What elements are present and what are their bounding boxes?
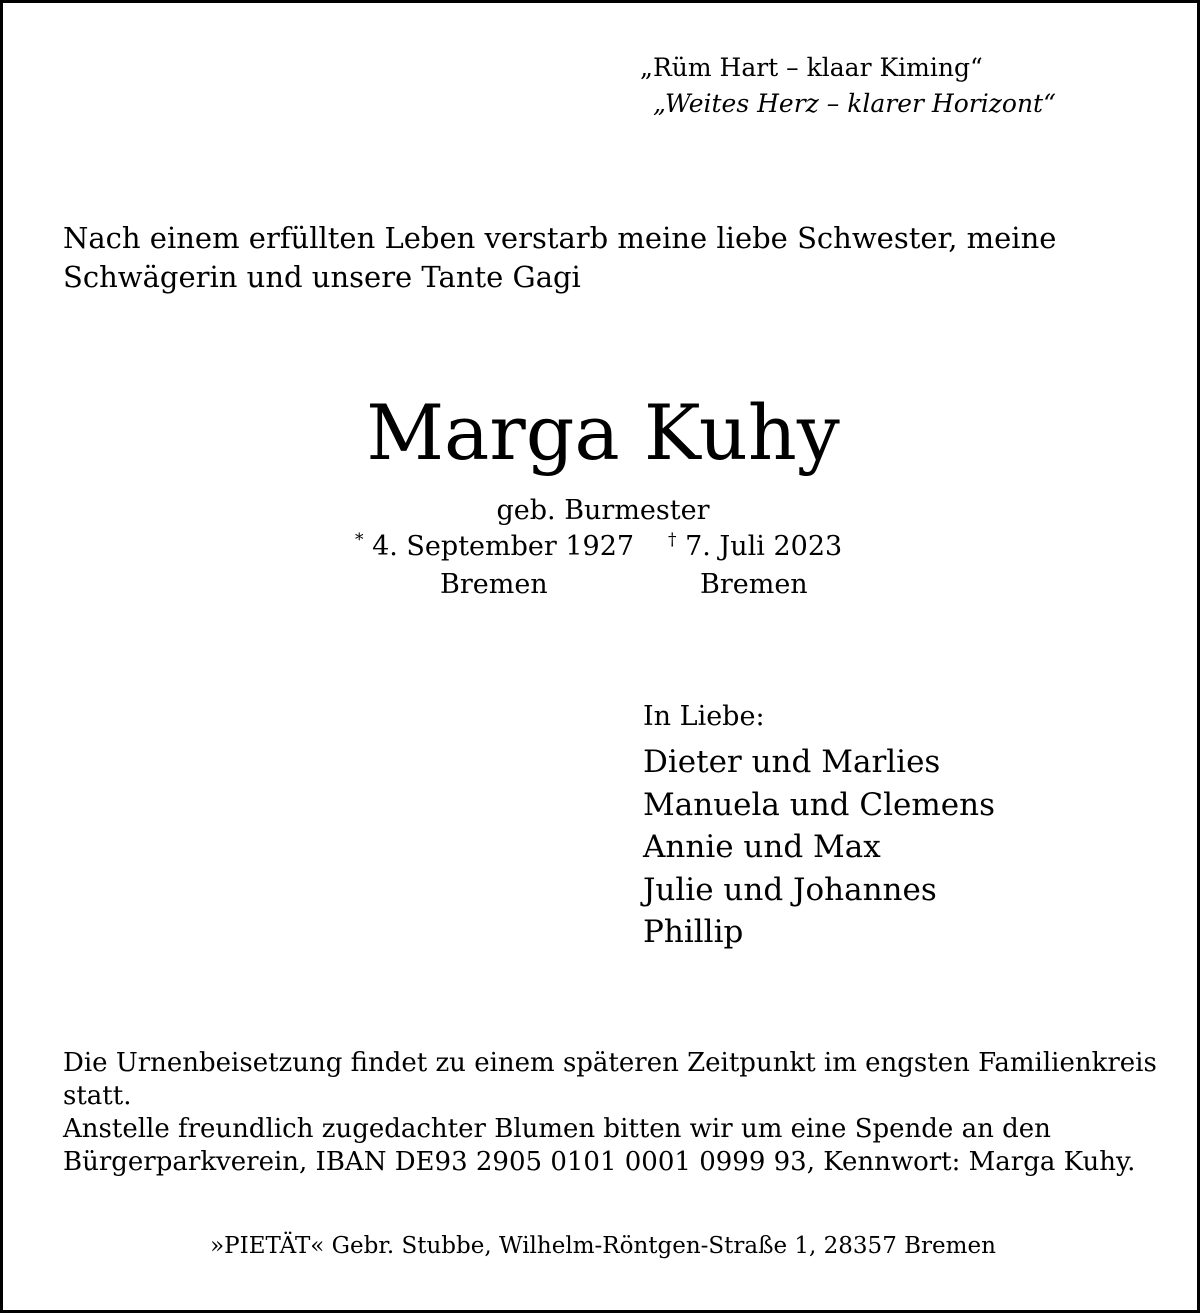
notice-text: [63, 1047, 1158, 1179]
mourners-list: [643, 741, 995, 954]
birth-date-text: 4. September 1927: [372, 531, 635, 562]
mourner-name: Julie und Johannes: [643, 871, 937, 908]
death-date-text: 7. Juli 2023: [685, 531, 843, 562]
death-place: Bremen: [700, 569, 808, 600]
burial-notice: Die Urnenbeisetzung findet zu einem späteren Zeitpunkt im engsten Familienkreis statt.: [63, 1048, 1157, 1111]
mourner-name: Dieter und Marlies: [643, 744, 941, 780]
birth-date: [355, 531, 634, 562]
motto-line-translation: „Weites Herz – klarer Horizont“: [653, 89, 1056, 118]
deceased-name: Marga Kuhy: [366, 388, 840, 477]
intro-text: Nach einem erfüllten Leben verstarb meine liebe Schwester, meine Schwägerin und unsere Tante Gagi: [63, 221, 1057, 294]
mourner-name: Phillip: [643, 914, 744, 950]
mourner-name: Annie und Max: [643, 829, 881, 865]
maiden-name: geb. Burmester: [496, 495, 710, 526]
mourners-heading: In Liebe:: [643, 701, 765, 732]
funeral-home-footer: »PIETÄT« Gebr. Stubbe, Wilhelm-Röntgen-Straße 1, 28357 Bremen: [210, 1233, 996, 1259]
birth-symbol: *: [355, 530, 364, 550]
death-symbol: †: [668, 530, 677, 550]
birth-place: Bremen: [440, 569, 548, 600]
mourner-name: Manuela und Clemens: [643, 786, 995, 823]
donation-notice: Anstelle freundlich zugedachter Blumen bitten wir um eine Spende an den Bürgerparkverein, IBAN DE93 2905 0101 0001 0999 93, Kennwort: Marga Kuhy.: [63, 1114, 1136, 1177]
death-date: [668, 531, 842, 562]
motto-line-low-german: „Rüm Hart – klaar Kiming“: [640, 53, 983, 82]
